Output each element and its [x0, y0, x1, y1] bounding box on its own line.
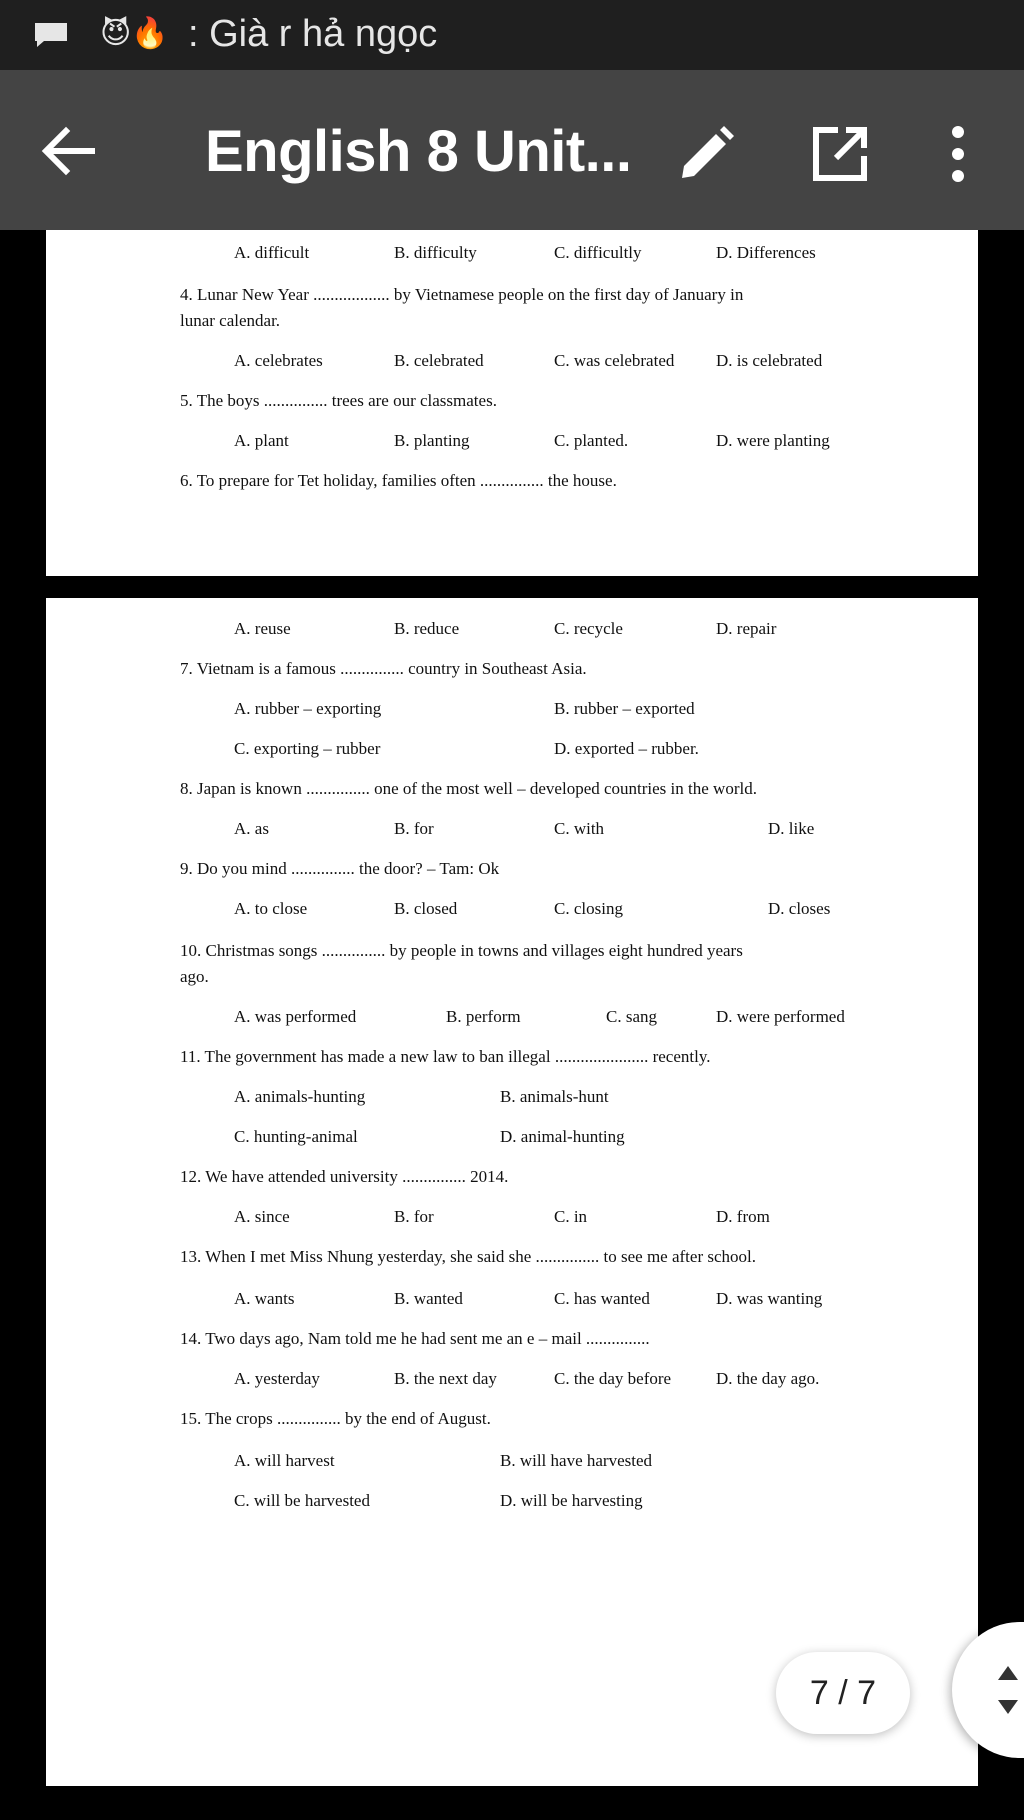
option-b: B. perform: [446, 1007, 521, 1026]
q14-options-row: [46, 1368, 978, 1390]
question-5: 5. The boys ............... trees are our classmates.: [180, 391, 497, 410]
q5-options-row: [46, 430, 978, 452]
option-b: B. will have harvested: [500, 1451, 653, 1470]
option-d: D. Differences: [716, 243, 816, 262]
option-c: C. the day before: [554, 1369, 672, 1388]
question-13: 13. When I met Miss Nhung yesterday, she said she ............... to see me after school.: [180, 1247, 756, 1266]
option-c: C. hunting-animal: [234, 1127, 358, 1146]
option-b: B. for: [394, 1207, 434, 1226]
question-9: 9. Do you mind ............... the door? – Tam: Ok: [180, 859, 500, 878]
notification-bar[interactable]: [0, 0, 1024, 70]
q8-options-row: [46, 818, 978, 840]
option-c: C. recycle: [554, 619, 623, 638]
notification-text: : Già r hả ngọc: [188, 13, 438, 55]
option-b: B. reduce: [394, 619, 460, 638]
q7-options-row-2: [46, 738, 978, 760]
q9-options-row: [46, 898, 978, 920]
option-c: C. was celebrated: [554, 351, 675, 370]
option-c: C. will be harvested: [234, 1491, 370, 1510]
option-c: C. in: [554, 1207, 588, 1226]
option-d: D. were performed: [716, 1007, 845, 1026]
app-toolbar: [0, 70, 1024, 230]
option-c: C. difficultly: [554, 243, 642, 262]
option-b: B. rubber – exported: [554, 699, 695, 718]
scroll-arrows-icon: [996, 1662, 1020, 1718]
question-10: 10. Christmas songs ............... by people in towns and villages eight hundred years: [180, 941, 743, 960]
question-6: 6. To prepare for Tet holiday, families often ............... the house.: [180, 471, 617, 490]
option-b: B. for: [394, 819, 434, 838]
q11-options-row-2: [46, 1126, 978, 1148]
open-external-icon[interactable]: [812, 126, 868, 182]
option-a: A. plant: [234, 431, 289, 450]
chat-bubble-icon: [34, 22, 68, 48]
option-d: D. is celebrated: [716, 351, 823, 370]
q10-options-row: [46, 1006, 978, 1028]
q13-options-row: [46, 1288, 978, 1310]
question-14: 14. Two days ago, Nam told me he had sent me an e – mail ...............: [180, 1329, 650, 1348]
question-7: 7. Vietnam is a famous ............... country in Southeast Asia.: [180, 659, 587, 678]
notification-emoji: 😈🔥: [100, 16, 169, 51]
option-b: B. wanted: [394, 1289, 463, 1308]
option-a: A. was performed: [234, 1007, 357, 1026]
option-d: D. closes: [768, 899, 831, 918]
q6-options-row: [46, 618, 978, 640]
option-d: D. repair: [716, 619, 777, 638]
option-a: A. difficult: [234, 243, 310, 262]
option-a: A. yesterday: [234, 1369, 320, 1388]
question-10-cont: ago.: [180, 967, 209, 986]
option-d: D. were planting: [716, 431, 830, 450]
q4-options-row: [46, 350, 978, 372]
document-page-bottom: [46, 598, 978, 1786]
option-c: C. has wanted: [554, 1289, 650, 1308]
question-4-cont: lunar calendar.: [180, 311, 281, 330]
question-4: 4. Lunar New Year .................. by Vietnamese people on the first day of January in: [180, 285, 744, 304]
question-15: 15. The crops ............... by the end of August.: [180, 1409, 491, 1428]
option-b: B. planting: [394, 431, 470, 450]
option-d: D. like: [768, 819, 815, 838]
q3-options-row: [46, 242, 978, 264]
edit-pencil-icon[interactable]: [676, 124, 736, 184]
option-b: B. the next day: [394, 1369, 497, 1388]
option-d: D. will be harvesting: [500, 1491, 643, 1510]
back-arrow-icon[interactable]: [40, 126, 96, 176]
option-c: C. closing: [554, 899, 623, 918]
option-b: B. difficulty: [394, 243, 477, 262]
document-title: English 8 Unit...: [205, 119, 632, 184]
option-a: A. animals-hunting: [234, 1087, 366, 1106]
option-c: C. exporting – rubber: [234, 739, 381, 758]
option-d: D. was wanting: [716, 1289, 823, 1308]
q7-options-row-1: [46, 698, 978, 720]
option-d: D. the day ago.: [716, 1369, 820, 1388]
q11-options-row-1: [46, 1086, 978, 1108]
document-page-top: [46, 230, 978, 576]
option-a: A. rubber – exporting: [234, 699, 382, 718]
option-a: A. celebrates: [234, 351, 323, 370]
option-a: A. to close: [234, 899, 308, 918]
option-a: A. as: [234, 819, 269, 838]
option-b: B. celebrated: [394, 351, 484, 370]
question-12: 12. We have attended university ............... 2014.: [180, 1167, 509, 1186]
q15-options-row-2: [46, 1490, 978, 1512]
option-b: B. closed: [394, 899, 458, 918]
option-a: A. wants: [234, 1289, 295, 1308]
option-c: C. planted.: [554, 431, 629, 450]
option-b: B. animals-hunt: [500, 1087, 609, 1106]
option-d: D. exported – rubber.: [554, 739, 699, 758]
option-d: D. from: [716, 1207, 770, 1226]
option-c: C. sang: [606, 1007, 657, 1026]
question-8: 8. Japan is known ............... one of the most well – developed countries in the world.: [180, 779, 757, 798]
q12-options-row: [46, 1206, 978, 1228]
question-11: 11. The government has made a new law to ban illegal ...................... recently.: [180, 1047, 711, 1066]
page-indicator: 7 / 7: [776, 1652, 910, 1734]
more-vert-icon[interactable]: [946, 124, 970, 184]
option-a: A. since: [234, 1207, 290, 1226]
q15-options-row-1: [46, 1450, 978, 1472]
option-d: D. animal-hunting: [500, 1127, 625, 1146]
option-a: A. reuse: [234, 619, 291, 638]
option-c: C. with: [554, 819, 605, 838]
option-a: A. will harvest: [234, 1451, 335, 1470]
